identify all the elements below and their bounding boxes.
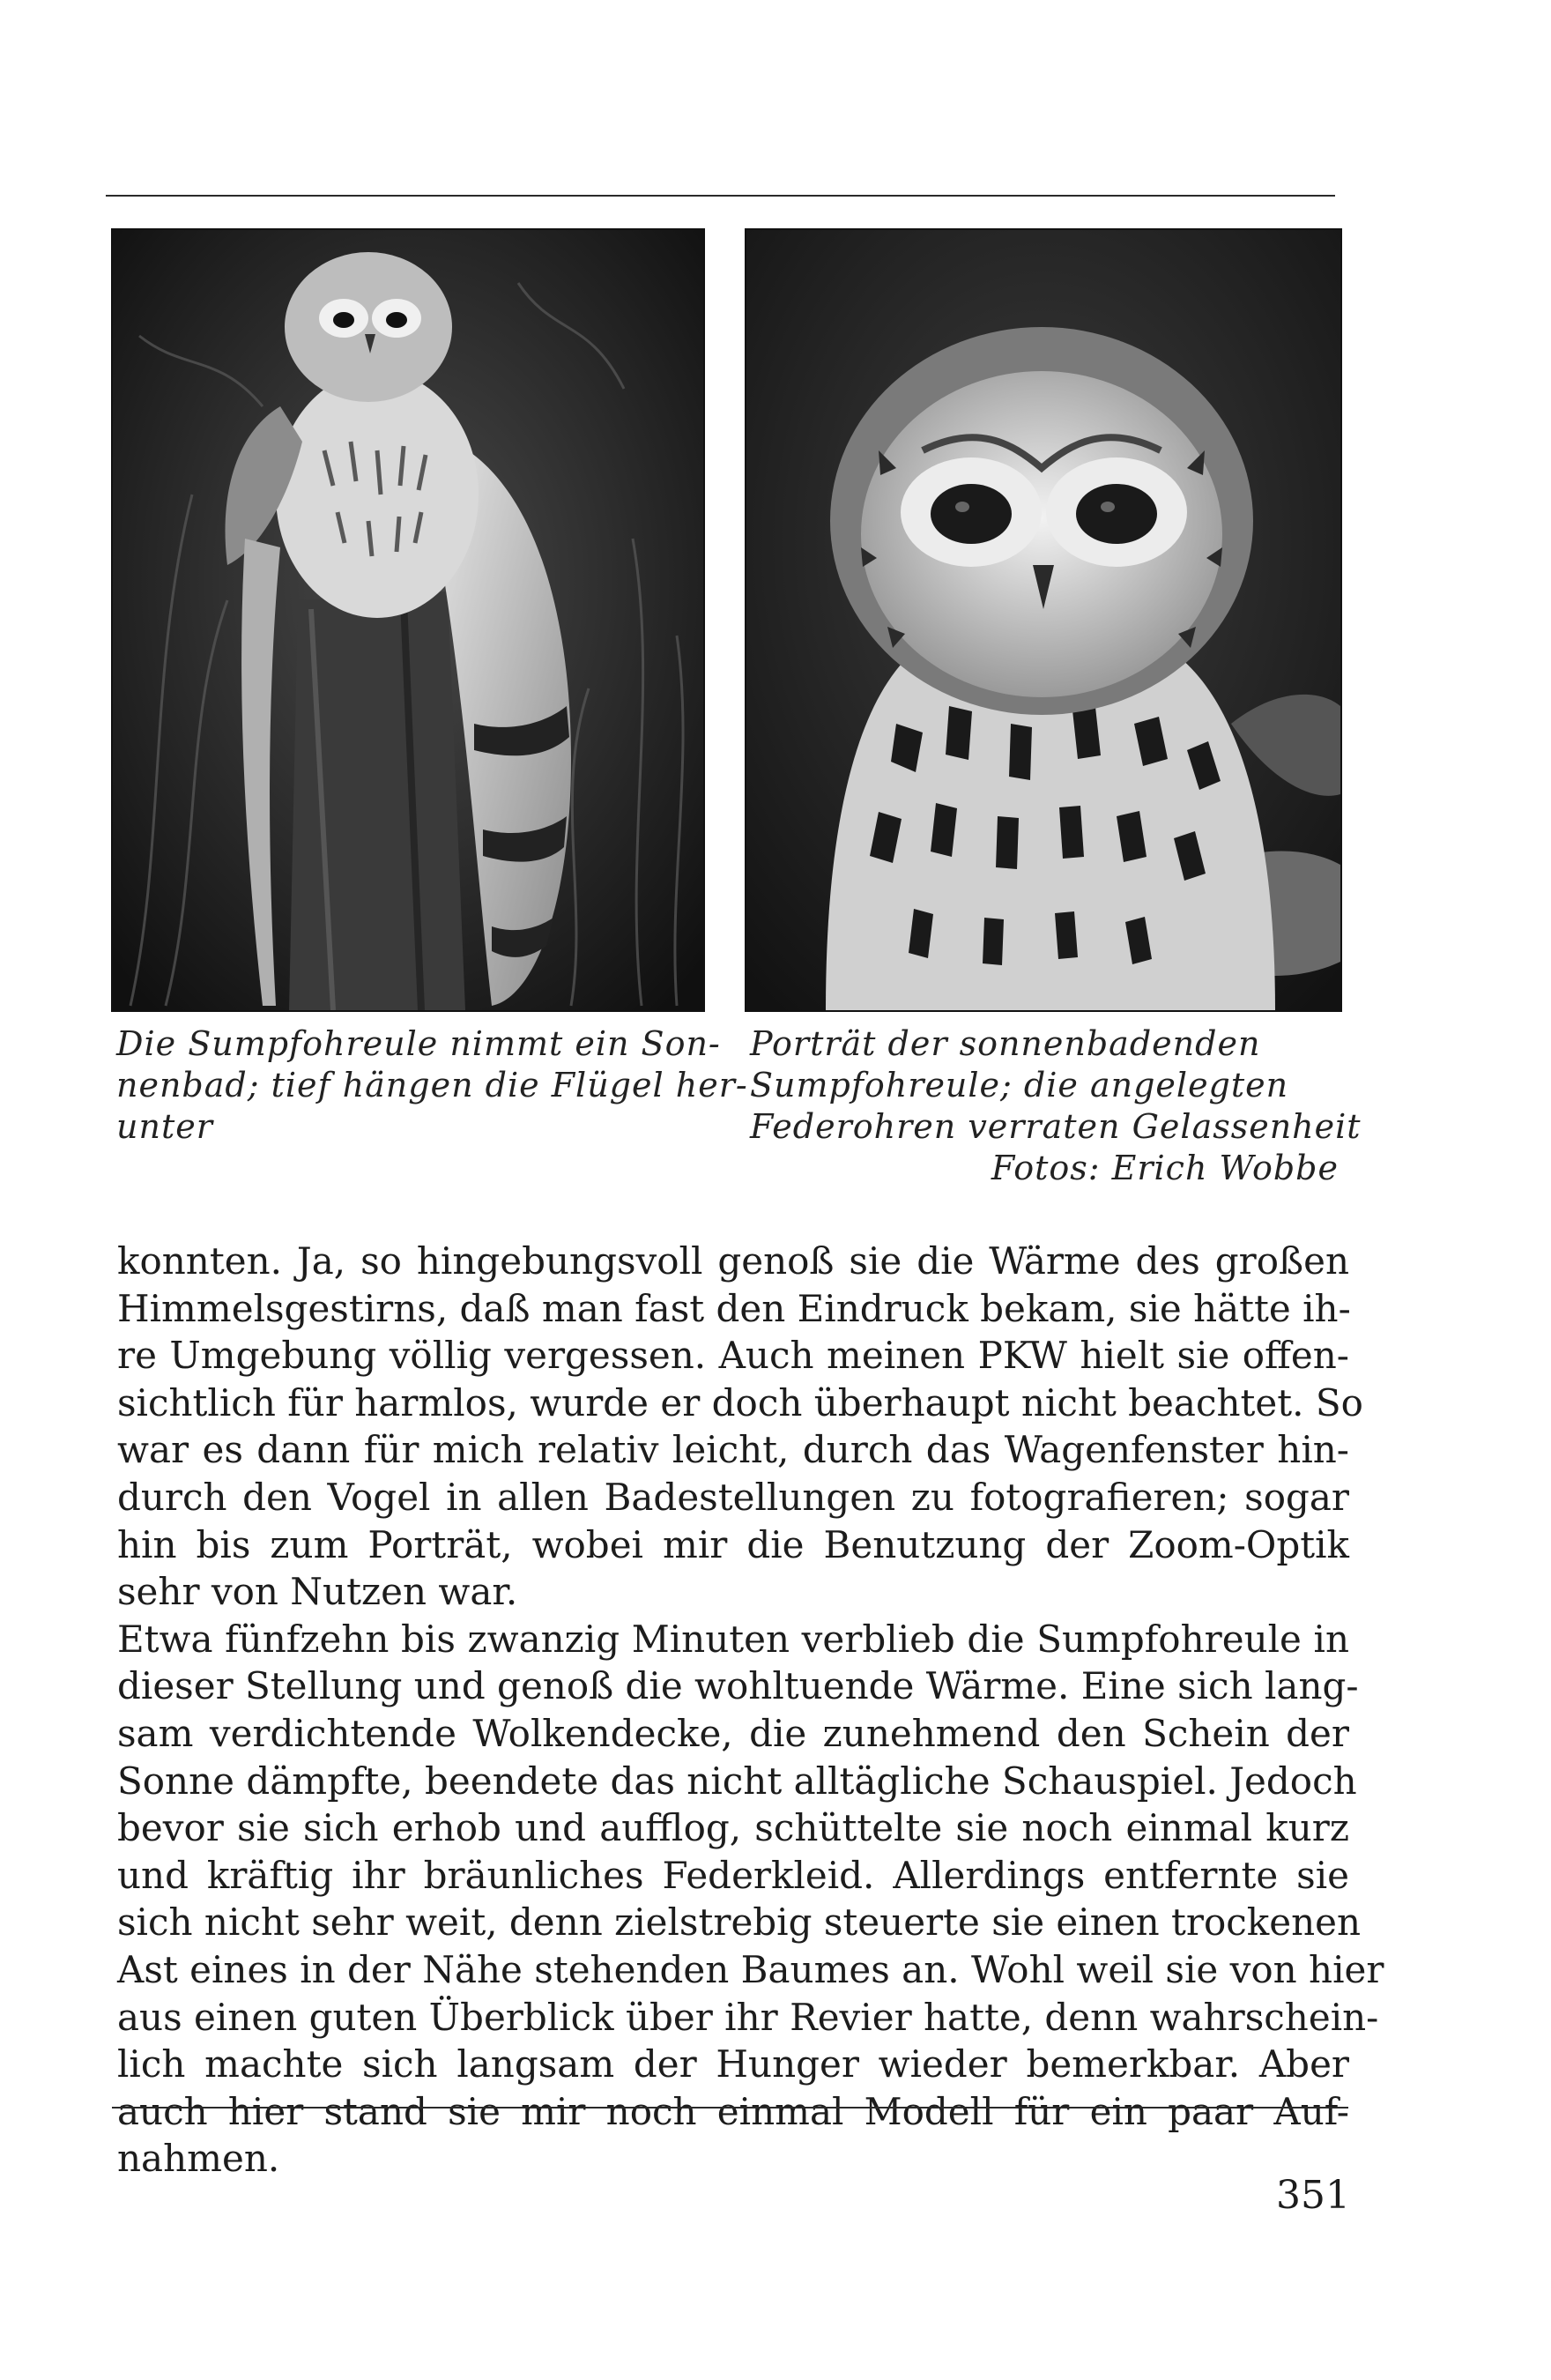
text-line: und kräftig ihr bräunliches Federkleid. Allerdings entfernte sie xyxy=(117,1853,1349,1897)
text-line: sehr von Nutzen war. xyxy=(117,1570,518,1614)
text-line: war es dann für mich relativ leicht, durch das Wagenfenster hin- xyxy=(117,1428,1349,1472)
owl-on-post-icon xyxy=(113,230,703,1010)
caption-line: Porträt der sonnenbadenden xyxy=(750,1024,1261,1063)
text-line: nahmen. xyxy=(117,2137,280,2181)
photo-credit: Fotos: Erich Wobbe xyxy=(991,1149,1339,1187)
text-line: Himmelsgestirns, daß man fast den Eindruck bekam, sie hätte ih- xyxy=(117,1286,1351,1330)
caption-line: Die Sumpfohreule nimmt ein Son- xyxy=(116,1024,721,1063)
right-photo-caption xyxy=(750,1023,1362,1189)
text-line: Ast eines in der Nähe stehenden Baumes an. Wohl weil sie von hier xyxy=(117,1947,1384,1991)
text-line: sichtlich für harmlos, wurde er doch überhaupt nicht beachtet. So xyxy=(117,1380,1363,1424)
text-line: sam verdichtende Wolkendecke, die zunehmend den Schein der xyxy=(117,1711,1349,1755)
paragraph xyxy=(117,1238,1363,1616)
text-line: Etwa fünfzehn bis zwanzig Minuten verblieb die Sumpfohreule in xyxy=(117,1617,1349,1661)
text-line: bevor sie sich erhob und aufflog, schüttelte sie noch einmal kurz xyxy=(117,1806,1349,1850)
text-line: auch hier stand sie mir noch einmal Modell für ein paar Auf- xyxy=(117,2089,1349,2133)
left-photo-caption xyxy=(116,1023,748,1148)
owl-portrait-photo xyxy=(745,228,1342,1012)
owl-portrait-icon xyxy=(746,230,1340,1010)
body-text xyxy=(117,1238,1384,2183)
text-line: Sonne dämpfte, beendete das nicht alltägliche Schauspiel. Jedoch xyxy=(117,1759,1357,1803)
paragraph xyxy=(117,1616,1384,2183)
text-line: sich nicht sehr weit, denn zielstrebig steuerte sie einen trockenen xyxy=(117,1900,1362,1945)
text-line: lich machte sich langsam der Hunger wieder bemerkbar. Aber xyxy=(117,2042,1349,2086)
text-line: konnten. Ja, so hingebungsvoll genoß sie die Wärme des großen xyxy=(117,1239,1349,1283)
text-line: dieser Stellung und genoß die wohltuende Wärme. Eine sich lang- xyxy=(117,1664,1359,1708)
text-line: durch den Vogel in allen Badestellungen zu fotografieren; sogar xyxy=(117,1475,1349,1519)
text-line: hin bis zum Porträt, wobei mir die Benutzung der Zoom-Optik xyxy=(117,1522,1349,1566)
top-rule xyxy=(106,195,1335,197)
text-line: aus einen guten Überblick über ihr Revier hatte, denn wahrschein- xyxy=(117,1995,1379,2039)
caption-line: Sumpfohreule; die angelegten xyxy=(750,1066,1289,1104)
caption-line: nenbad; tief hängen die Flügel her- xyxy=(116,1066,748,1104)
text-line: re Umgebung völlig vergessen. Auch meinen PKW hielt sie offen- xyxy=(117,1334,1349,1378)
caption-line: unter xyxy=(116,1107,213,1146)
page-number: 351 xyxy=(1276,2173,1350,2218)
bottom-rule xyxy=(112,2107,1348,2109)
caption-line: Federohren verraten Gelassenheit xyxy=(750,1107,1362,1146)
owl-on-post-photo xyxy=(111,228,705,1012)
